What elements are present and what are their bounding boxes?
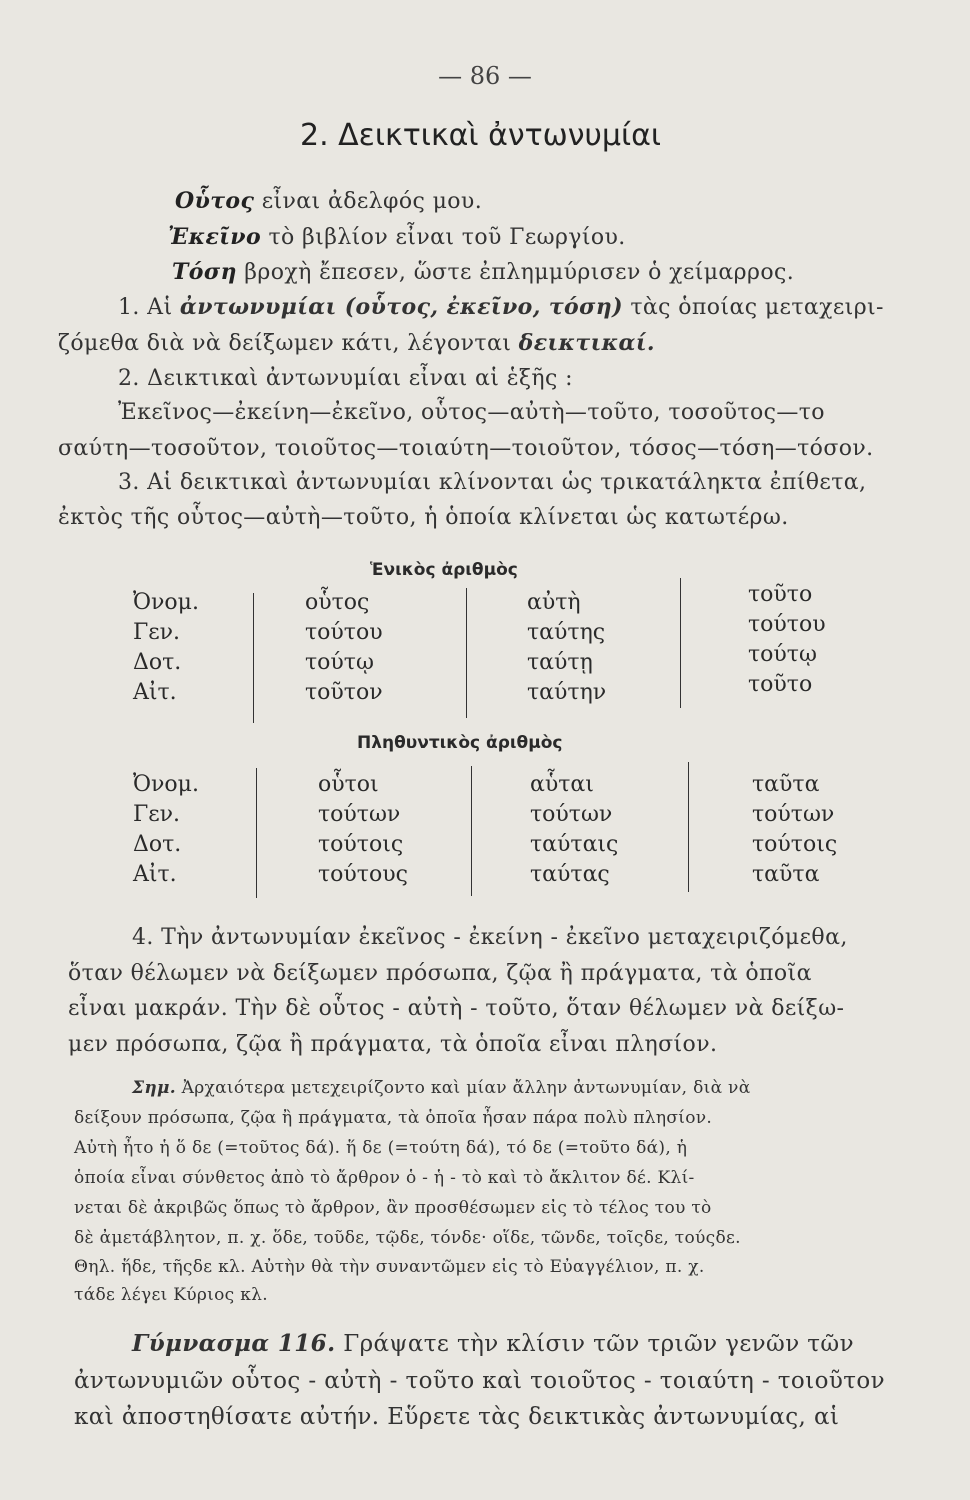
form-cell: τούτοις (318, 832, 404, 857)
exercise-label: Γύμνασμα 116. (132, 1330, 336, 1357)
column-rule (688, 762, 689, 892)
note-line-1: Σημ. Ἀρχαιότερα μετεχειρίζοντο καὶ μίαν ἄλλην ἀντωνυμίαν, διὰ νὰ (132, 1078, 751, 1098)
form-cell: τοῦτο (748, 582, 813, 607)
form-cell: τούτοις (752, 832, 838, 857)
page-number: — 86 — (438, 62, 532, 90)
case-label: Ὀνομ. (133, 590, 199, 615)
form-cell: τούτου (305, 620, 383, 645)
rule3-line-2: ἐκτὸς τῆς οὗτος—αὐτὴ—τοῦτο, ἡ ὁποία κλίνεται ὡς κατωτέρω. (58, 505, 789, 530)
singular-fem-column (527, 588, 606, 708)
example-line-2: Ἐκεῖνο τὸ βιβλίον εἶναι τοῦ Γεωργίου. (168, 224, 626, 250)
form-cell: οὗτοι (318, 772, 379, 797)
form-cell: ταύτης (527, 620, 606, 645)
rule4-line-2: ὅταν θέλωμεν νὰ δείξωμεν πρόσωπα, ζῷα ἢ πράγματα, τὰ ὁποῖα (68, 961, 812, 986)
rule1-line-2: ζόμεθα διὰ νὰ δείξωμεν κάτι, λέγονται δεικτικαί. (58, 330, 655, 356)
form-cell: ταύτῃ (527, 650, 593, 675)
form-cell: ταῦτα (752, 772, 820, 797)
singular-masc-column (305, 588, 383, 708)
column-rule (680, 578, 681, 708)
form-cell: αὗται (530, 772, 594, 797)
form-cell: τούτους (318, 862, 408, 887)
column-rule (253, 593, 254, 723)
rule4-line-3: εἶναι μακράν. Τὴν δὲ οὗτος - αὐτὴ - τοῦτο, ὅταν θέλωμεν νὰ δείξω- (68, 996, 845, 1021)
form-cell: οὗτος (305, 590, 370, 615)
form-cell: ταύτην (527, 680, 607, 705)
note-line-8: τάδε λέγει Κύριος κλ. (74, 1285, 268, 1305)
case-label: Δοτ. (133, 650, 182, 675)
form-cell: τούτῳ (748, 642, 817, 667)
case-label: Αἰτ. (133, 862, 177, 887)
exercise-line-2: ἀντωνυμιῶν οὗτος - αὐτὴ - τοῦτο καὶ τοιοῦτος - τοιαύτη - τοιοῦτον (74, 1368, 885, 1394)
form-cell: τούτων (752, 802, 835, 827)
exercise-line-3: καὶ ἀποστηθίσατε αὐτήν. Εὕρετε τὰς δεικτικὰς ἀντωνυμίας, αἱ (74, 1404, 840, 1430)
plural-heading: Πληθυντικὸς ἀριθμὸς (357, 733, 563, 753)
case-label: Ὀνομ. (133, 772, 199, 797)
note-line-6: δὲ ἀμετάβλητον, π. χ. ὅδε, τοῦδε, τῷδε, τόνδε· οἵδε, τῶνδε, τοῖςδε, τούςδε. (74, 1228, 741, 1248)
note-line-5: νεται δὲ ἀκριβῶς ὅπως τὸ ἄρθρον, ἂν προσθέσωμεν εἰς τὸ τέλος του τὸ (74, 1198, 712, 1218)
example-line-3: Τόση βροχὴ ἔπεσεν, ὥστε ἐπλημμύρισεν ὁ χείμαρρος. (172, 259, 795, 285)
form-cell: τοῦτον (305, 680, 383, 705)
rule3-line-1: 3. Αἱ δεικτικαὶ ἀντωνυμίαι κλίνονται ὡς τρικατάληκτα ἐπίθετα, (118, 470, 867, 495)
plural-masc-column (318, 770, 408, 890)
section-title: 2. Δεικτικαὶ ἀντωνυμίαι (300, 118, 662, 153)
case-label: Δοτ. (133, 832, 182, 857)
form-cell: ταύταις (530, 832, 619, 857)
column-rule (256, 768, 257, 898)
rule4-line-4: μεν πρόσωπα, ζῷα ἢ πράγματα, τὰ ὁποῖα εἶναι πλησίον. (68, 1032, 718, 1057)
case-label: Αἰτ. (133, 680, 177, 705)
rule1-line-1: 1. Αἱ ἀντωνυμίαι (οὗτος, ἐκεῖνο, τόση) τὰς ὁποίας μεταχειρι- (118, 294, 884, 320)
form-cell: ταύτας (530, 862, 610, 887)
form-cell: τούτῳ (305, 650, 374, 675)
column-rule (471, 766, 472, 896)
form-cell: τούτων (318, 802, 401, 827)
plural-fem-column (530, 770, 618, 890)
note-line-7: Θηλ. ἥδε, τῆςδε κλ. Αὐτὴν θὰ τὴν συναντῶμεν εἰς τὸ Εὐαγγέλιον, π. χ. (74, 1257, 705, 1277)
exercise-line-1: Γύμνασμα 116. Γράψατε τὴν κλίσιν τῶν τριῶν γενῶν τῶν (132, 1330, 854, 1357)
case-label: Γεν. (133, 802, 181, 827)
plural-neut-column (752, 770, 837, 890)
rule4-line-1: 4. Τὴν ἀντωνυμίαν ἐκεῖνος - ἐκείνη - ἐκεῖνο μεταχειριζόμεθα, (132, 925, 848, 950)
rule2-line-1: 2. Δεικτικαὶ ἀντωνυμίαι εἶναι αἱ ἑξῆς : (118, 366, 573, 391)
note-line-3: Αὐτὴ ἦτο ἡ ὅ δε (=τοῦτος δά). ἥ δε (=τούτη δά), τό δε (=τοῦτο δά), ἡ (74, 1138, 688, 1158)
singular-cases-column (133, 588, 199, 708)
form-cell: τούτου (748, 612, 826, 637)
singular-neut-column (748, 580, 826, 700)
rule2-line-2: Ἐκεῖνος—ἐκείνη—ἐκεῖνο, οὗτος—αὐτὴ—τοῦτο, τοσοῦτος—το (118, 400, 825, 425)
note-line-4: ὁποία εἶναι σύνθετος ἀπὸ τὸ ἄρθρον ὁ - ἡ - τὸ καὶ τὸ ἄκλιτον δέ. Κλί- (74, 1168, 695, 1188)
form-cell: ταῦτα (752, 862, 820, 887)
note-line-2: δείξουν πρόσωπα, ζῷα ἢ πράγματα, τὰ ὁποῖα ἦσαν πάρα πολὺ πλησίον. (74, 1108, 713, 1128)
example-line-1: Οὗτος εἶναι ἀδελφός μου. (175, 188, 483, 214)
singular-heading: Ἑνικὸς ἀριθμὸς (370, 560, 518, 580)
note-label: Σημ. (132, 1078, 176, 1098)
column-rule (466, 588, 467, 718)
plural-cases-column (133, 770, 199, 890)
rule2-line-3: σαύτη—τοσοῦτον, τοιοῦτος—τοιαύτη—τοιοῦτον, τόσος—τόση—τόσον. (58, 436, 874, 461)
form-cell: αὐτὴ (527, 590, 581, 615)
form-cell: τούτων (530, 802, 613, 827)
case-label: Γεν. (133, 620, 181, 645)
form-cell: τοῦτο (748, 672, 813, 697)
